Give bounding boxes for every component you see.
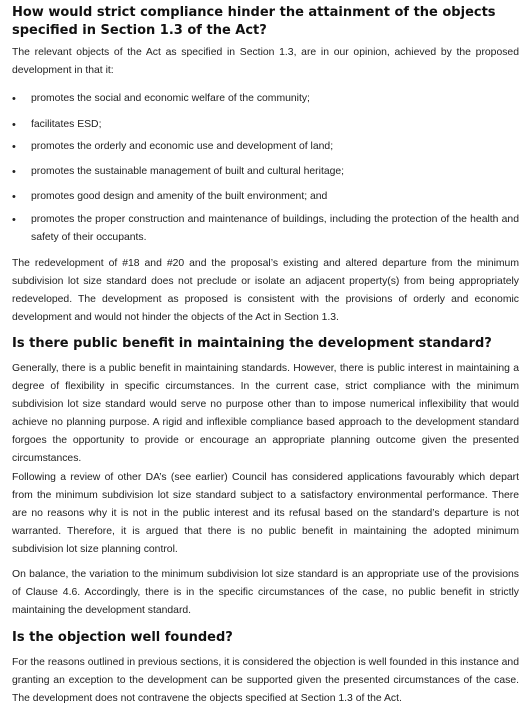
list-item: • promotes the proper construction and maintenance of buildings, including the protection of the health and safety of their occupants. (12, 211, 519, 247)
list-item: • promotes the orderly and economic use and development of land; (12, 138, 519, 156)
list-item: • facilitates ESD; (12, 116, 519, 134)
closing-paragraph: The redevelopment of #18 and #20 and the proposal’s existing and altered departure from the minimum subdivision lot size standard does not preclude or isolate an adjacent property(s) from being appropriately redeveloped. The development as proposed is consistent with the provisions of orderly and economic development and would not hinder the objects of the Act in Section 1.3. (12, 258, 519, 323)
public-benefit-paragraph-3: On balance, the variation to the minimum subdivision lot size standard is an appropriate use of the provisions of Clause 4.6. Accordingly, there is in the specific circumstances of the case, no public benefit in strictly maintaining the development standard. (12, 569, 519, 616)
bullet-icon: • (12, 214, 16, 226)
section-heading-public-benefit: Is there public benefit in maintaining the development standard? (12, 336, 492, 351)
bullet-icon: • (12, 141, 16, 153)
list-item: • promotes good design and amenity of the built environment; and (12, 188, 519, 206)
well-founded-paragraph: For the reasons outlined in previous sections, it is considered the objection is well founded in this instance and granting an exception to the development can be supported given the presented circumstances of the case. The development does not contravene the objects specified at Section 1.3 of the Act. (12, 657, 519, 704)
section-heading-well-founded: Is the objection well founded? (12, 630, 233, 645)
public-benefit-paragraph-2: Following a review of other DA’s (see earlier) Council has considered applications favourably which depart from the minimum subdivision lot size standard subject to a satisfactory environmental performance. There are no reasons why it is not in the public interest and its refusal based on the standard’s departure is not warranted. Therefore, it is argued that there is no public benefit in maintaining the adopted minimum subdivision lot size planning control. (12, 472, 519, 555)
bullet-icon: • (12, 166, 16, 178)
list-item: • promotes the social and economic welfare of the community; (12, 90, 519, 108)
bullet-icon: • (12, 93, 16, 105)
section-heading-strict-compliance: How would strict compliance hinder the attainment of the objects specified in Section 1.3 of the Act? (12, 5, 496, 38)
bullet-icon: • (12, 119, 16, 131)
list-item: • promotes the sustainable management of built and cultural heritage; (12, 163, 519, 181)
intro-paragraph: The relevant objects of the Act as specified in Section 1.3, are in our opinion, achieved by the proposed development in that it: (12, 47, 519, 76)
bullet-icon: • (12, 191, 16, 203)
public-benefit-paragraph-1: Generally, there is a public benefit in maintaining standards. However, there is public interest in maintaining a degree of flexibility in specific circumstances. In the current case, strict compliance with the minimum subdivision lot size standard would serve no purpose other than to impose numerical inflexibility that would achieve no planning purpose. A rigid and inflexible compliance based approach to the development standard forgoes the opportunity to provide or encourage an appropriate planning outcome given the presented circumstances. (12, 363, 519, 464)
